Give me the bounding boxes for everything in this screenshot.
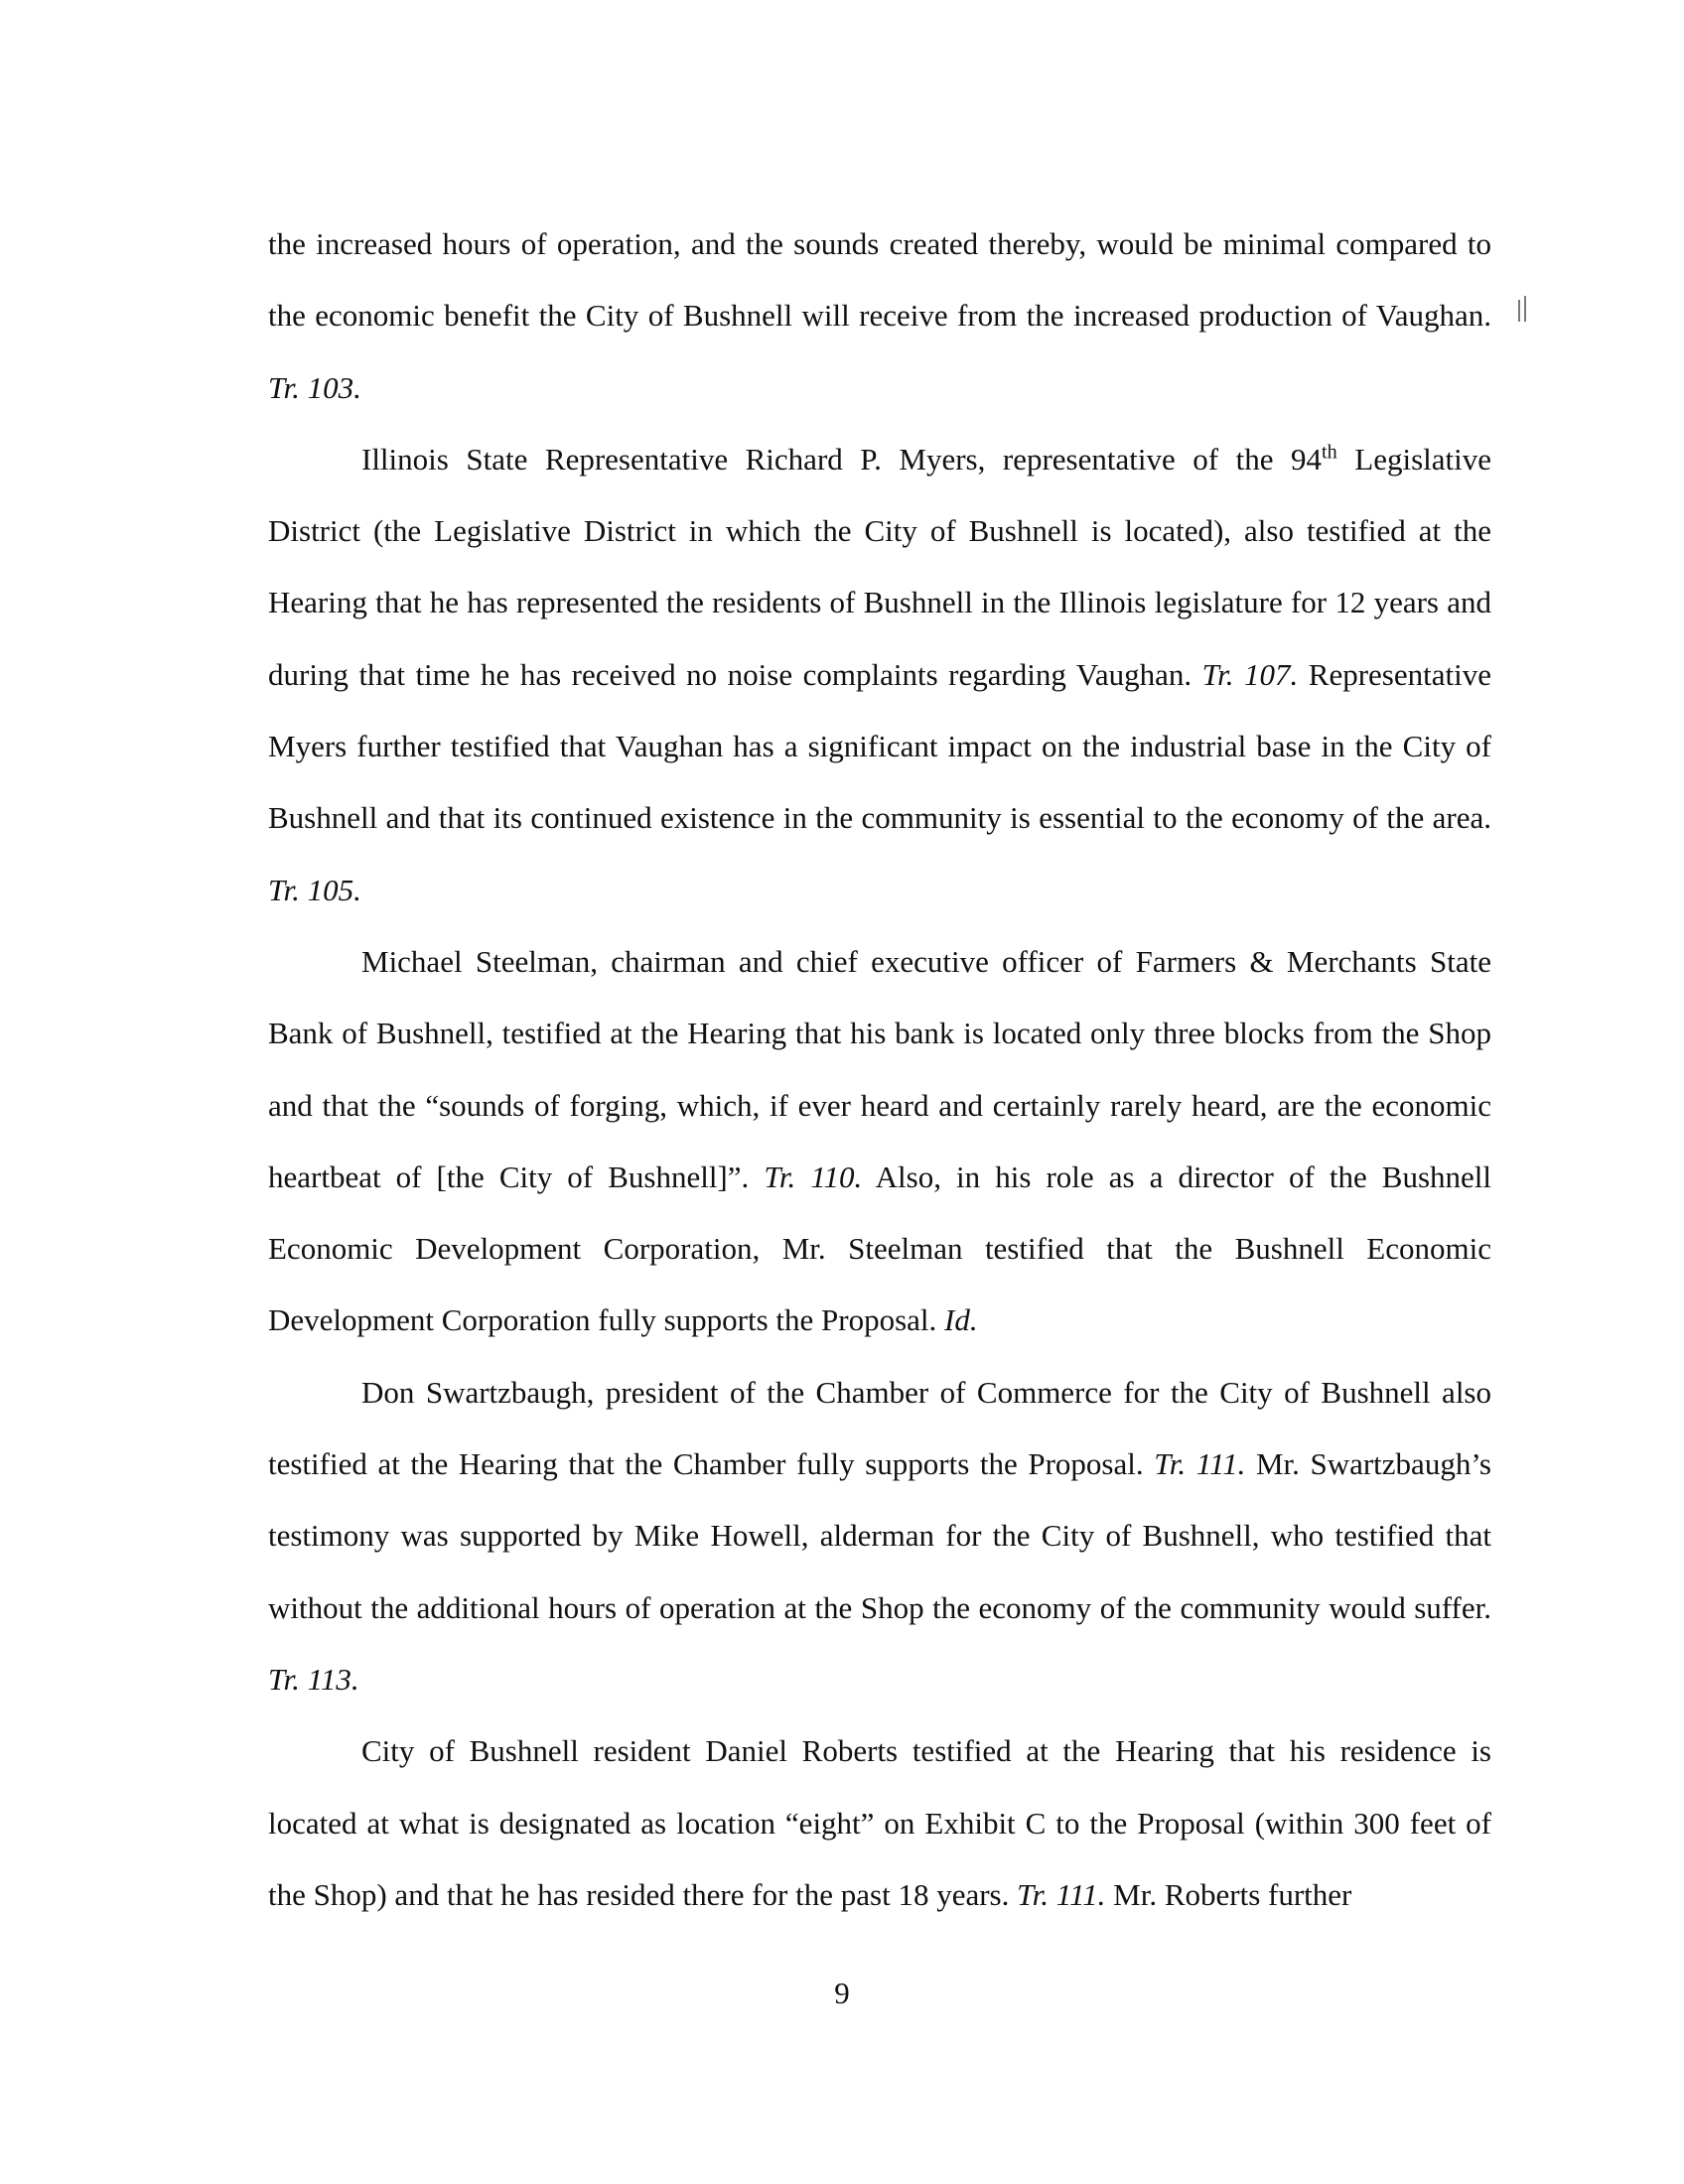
transcript-citation: Tr. 111. bbox=[1154, 1446, 1246, 1482]
paragraph bbox=[268, 926, 1491, 1357]
paragraph-text: Legislative District (the Legislative District in which the City of Bushnell is located), also testified at the Hearing that he has represented the residents of Bushnell in the Illinois legislature for 12 years and during that time he has received no noise complaints regarding Vaughan. bbox=[268, 441, 1491, 692]
paragraph bbox=[268, 208, 1491, 424]
paragraph-text: Don Swartzbaugh, president of the Chamber of Commerce for the City of Bushnell also testified at the Hearing that the Chamber fully supports the Proposal. bbox=[268, 1374, 1491, 1482]
paragraph-text: Also, in his role as a director of the Bushnell Economic Development Corporation, Mr. Steelman testified that the Bushnell Economic Development Corporation fully supports the Proposal. bbox=[268, 1159, 1492, 1338]
paragraph-text: Representative Myers further testified that Vaughan has a significant impact on the industrial base in the City of Bushnell and that its continued existence in the community is essential to the economy of the area. bbox=[268, 656, 1491, 836]
paragraph-text: the increased hours of operation, and the sounds created thereby, would be minimal compared to the economic benefit the City of Bushnell will receive from the increased production of Vaughan. bbox=[268, 226, 1491, 334]
paragraph bbox=[268, 1715, 1491, 1931]
transcript-citation: Tr. 107. bbox=[1201, 656, 1299, 692]
paragraph-text: City of Bushnell resident Daniel Roberts testified at the Hearing that his residence is located at what is designated as location “eight” on Exhibit C to the Proposal (within 300 feet of the Shop) and that he has resided there for the past 18 years. bbox=[268, 1733, 1491, 1912]
transcript-citation: Tr. 111. bbox=[1017, 1876, 1106, 1912]
transcript-citation: Tr. 105. bbox=[268, 872, 361, 907]
paragraph-text: Michael Steelman, chairman and chief executive officer of Farmers & Merchants State Bank of Bushnell, testified at the Hearing that his bank is located only three blocks from the Shop and that the “sounds of forging, which, if ever heard and certainly rarely heard, are the economic heartbeat of [the City of Bushnell]”. bbox=[268, 943, 1491, 1194]
transcript-citation: Tr. 113. bbox=[268, 1661, 359, 1697]
transcript-citation: Tr. 103. bbox=[268, 369, 361, 405]
paragraph bbox=[268, 424, 1491, 926]
page-number: 9 bbox=[834, 1976, 850, 2010]
margin-revision-mark bbox=[1516, 296, 1528, 322]
paragraph-text: Mr. Roberts further bbox=[1105, 1876, 1352, 1912]
transcript-citation: Tr. 110. bbox=[764, 1159, 863, 1194]
paragraph-text: Mr. Swartzbaugh’s testimony was supported by Mike Howell, alderman for the City of Bushnell, who testified that without the additional hours of operation at the Shop the economy of the community would suffer. bbox=[268, 1446, 1491, 1625]
transcript-citation: Id. bbox=[944, 1302, 978, 1338]
ordinal-superscript: th bbox=[1322, 441, 1337, 464]
paragraph-text: Illinois State Representative Richard P. Myers, representative of the 94 bbox=[361, 441, 1323, 477]
document-body bbox=[268, 208, 1491, 1931]
paragraph bbox=[268, 1357, 1491, 1715]
